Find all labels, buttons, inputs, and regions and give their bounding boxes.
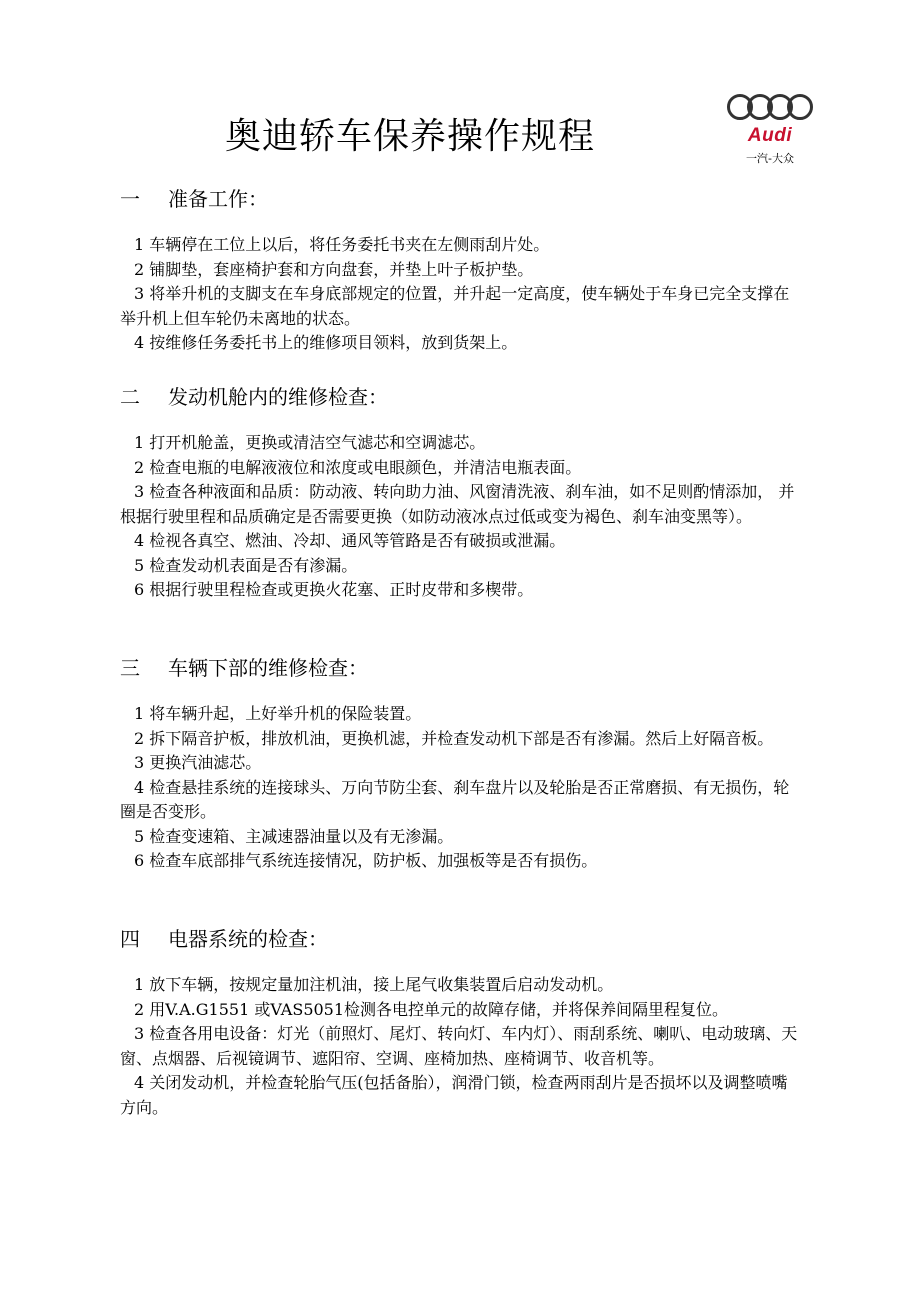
logo-brand: Audi: [747, 125, 793, 146]
list-item: 1 将车辆升起，上好举升机的保险装置。: [134, 704, 422, 723]
section-number: 三: [120, 656, 140, 680]
section-title: 车辆下部的维修检查：: [168, 656, 368, 680]
list-item: 6 检查车底部排气系统连接情况，防护板、加强板等是否有损伤。: [134, 851, 598, 870]
list-item: 3 检查各种液面和品质：防动液、转向助力油、风窗清洗液、刹车油，如不足则酌情添加， 并根据行驶里程和品质确定是否需要更换（如防动液冰点过低或变为褐色、刹车油变黑等）。: [120, 482, 795, 526]
list-item: 2 检查电瓶的电解液液位和浓度或电眼颜色，并清洁电瓶表面。: [134, 457, 582, 477]
section-heading: [120, 652, 800, 684]
logo-subtitle: 一汽-大众: [746, 152, 794, 165]
list-item: 1 打开机舱盖，更换或清洁空气滤芯和空调滤芯。: [134, 433, 486, 452]
list-item: 5 检查发动机表面是否有渗漏。: [134, 555, 358, 575]
section-title: 发动机舱内的维修检查：: [168, 385, 388, 409]
list-item: 2 铺脚垫，套座椅护套和方向盘套，并垫上叶子板护垫。: [134, 259, 534, 279]
list-item: 1 车辆停在工位上以后，将任务委托书夹在左侧雨刮片处。: [134, 235, 550, 254]
section-electrical: [120, 923, 800, 1120]
list-item: 3 将举升机的支脚支在车身底部规定的位置，并升起一定高度，使车辆处于车身已完全支撑在举升机上但车轮仍未离地的状态。: [120, 284, 790, 328]
section-preparation: [120, 183, 800, 356]
section-underbody: [120, 652, 800, 874]
section-title: 准备工作：: [168, 187, 268, 211]
list-item: 2 用V.A.G1551 或VAS5051检测各电控单元的故障存储，并将保养间隔里程复位。: [134, 999, 729, 1019]
list-item: 4 按维修任务委托书上的维修项目领料，放到货架上。: [134, 333, 518, 352]
section-number: 二: [120, 385, 140, 409]
list-item: 4 检查悬挂系统的连接球头、万向节防尘套、刹车盘片以及轮胎是否正常磨损、有无损伤，轮圈是否变形。: [120, 777, 790, 821]
list-item: 3 更换汽油滤芯。: [134, 753, 262, 772]
section-heading: [120, 923, 800, 955]
list-item: 3 检查各用电设备：灯光（前照灯、尾灯、转向灯、车内灯）、雨刮系统、喇叭、电动玻璃、天窗、点烟器、后视镜调节、遮阳帘、空调、座椅加热、座椅调节、收音机等。: [120, 1024, 798, 1068]
list-item: 4 关闭发动机，并检查轮胎气压(包括备胎），润滑门锁，检查两雨刮片是否损坏以及调整喷嘴方向。: [120, 1073, 788, 1117]
section-title: 电器系统的检查：: [168, 927, 328, 951]
list-item: 5 检查变速箱、主减速器油量以及有无渗漏。: [134, 826, 454, 846]
section-number: 一: [120, 187, 140, 211]
list-item: 4 检视各真空、燃油、冷却、通风等管路是否有破损或泄漏。: [134, 531, 566, 550]
list-item: 2 拆下隔音护板，排放机油，更换机滤，并检查发动机下部是否有渗漏。然后上好隔音板。: [134, 728, 774, 748]
list-item: 1 放下车辆，按规定量加注机油，接上尾气收集装置后启动发动机。: [134, 975, 614, 994]
list-item: 6 根据行驶里程检查或更换火花塞、正时皮带和多楔带。: [134, 580, 534, 599]
section-number: 四: [120, 927, 140, 951]
section-engine-bay: [120, 381, 800, 603]
audi-logo: [722, 92, 818, 172]
audi-rings-icon: [726, 92, 814, 122]
section-heading: [120, 183, 800, 215]
page-title: 奥迪轿车保养操作规程: [224, 116, 595, 157]
section-heading: [120, 381, 800, 413]
